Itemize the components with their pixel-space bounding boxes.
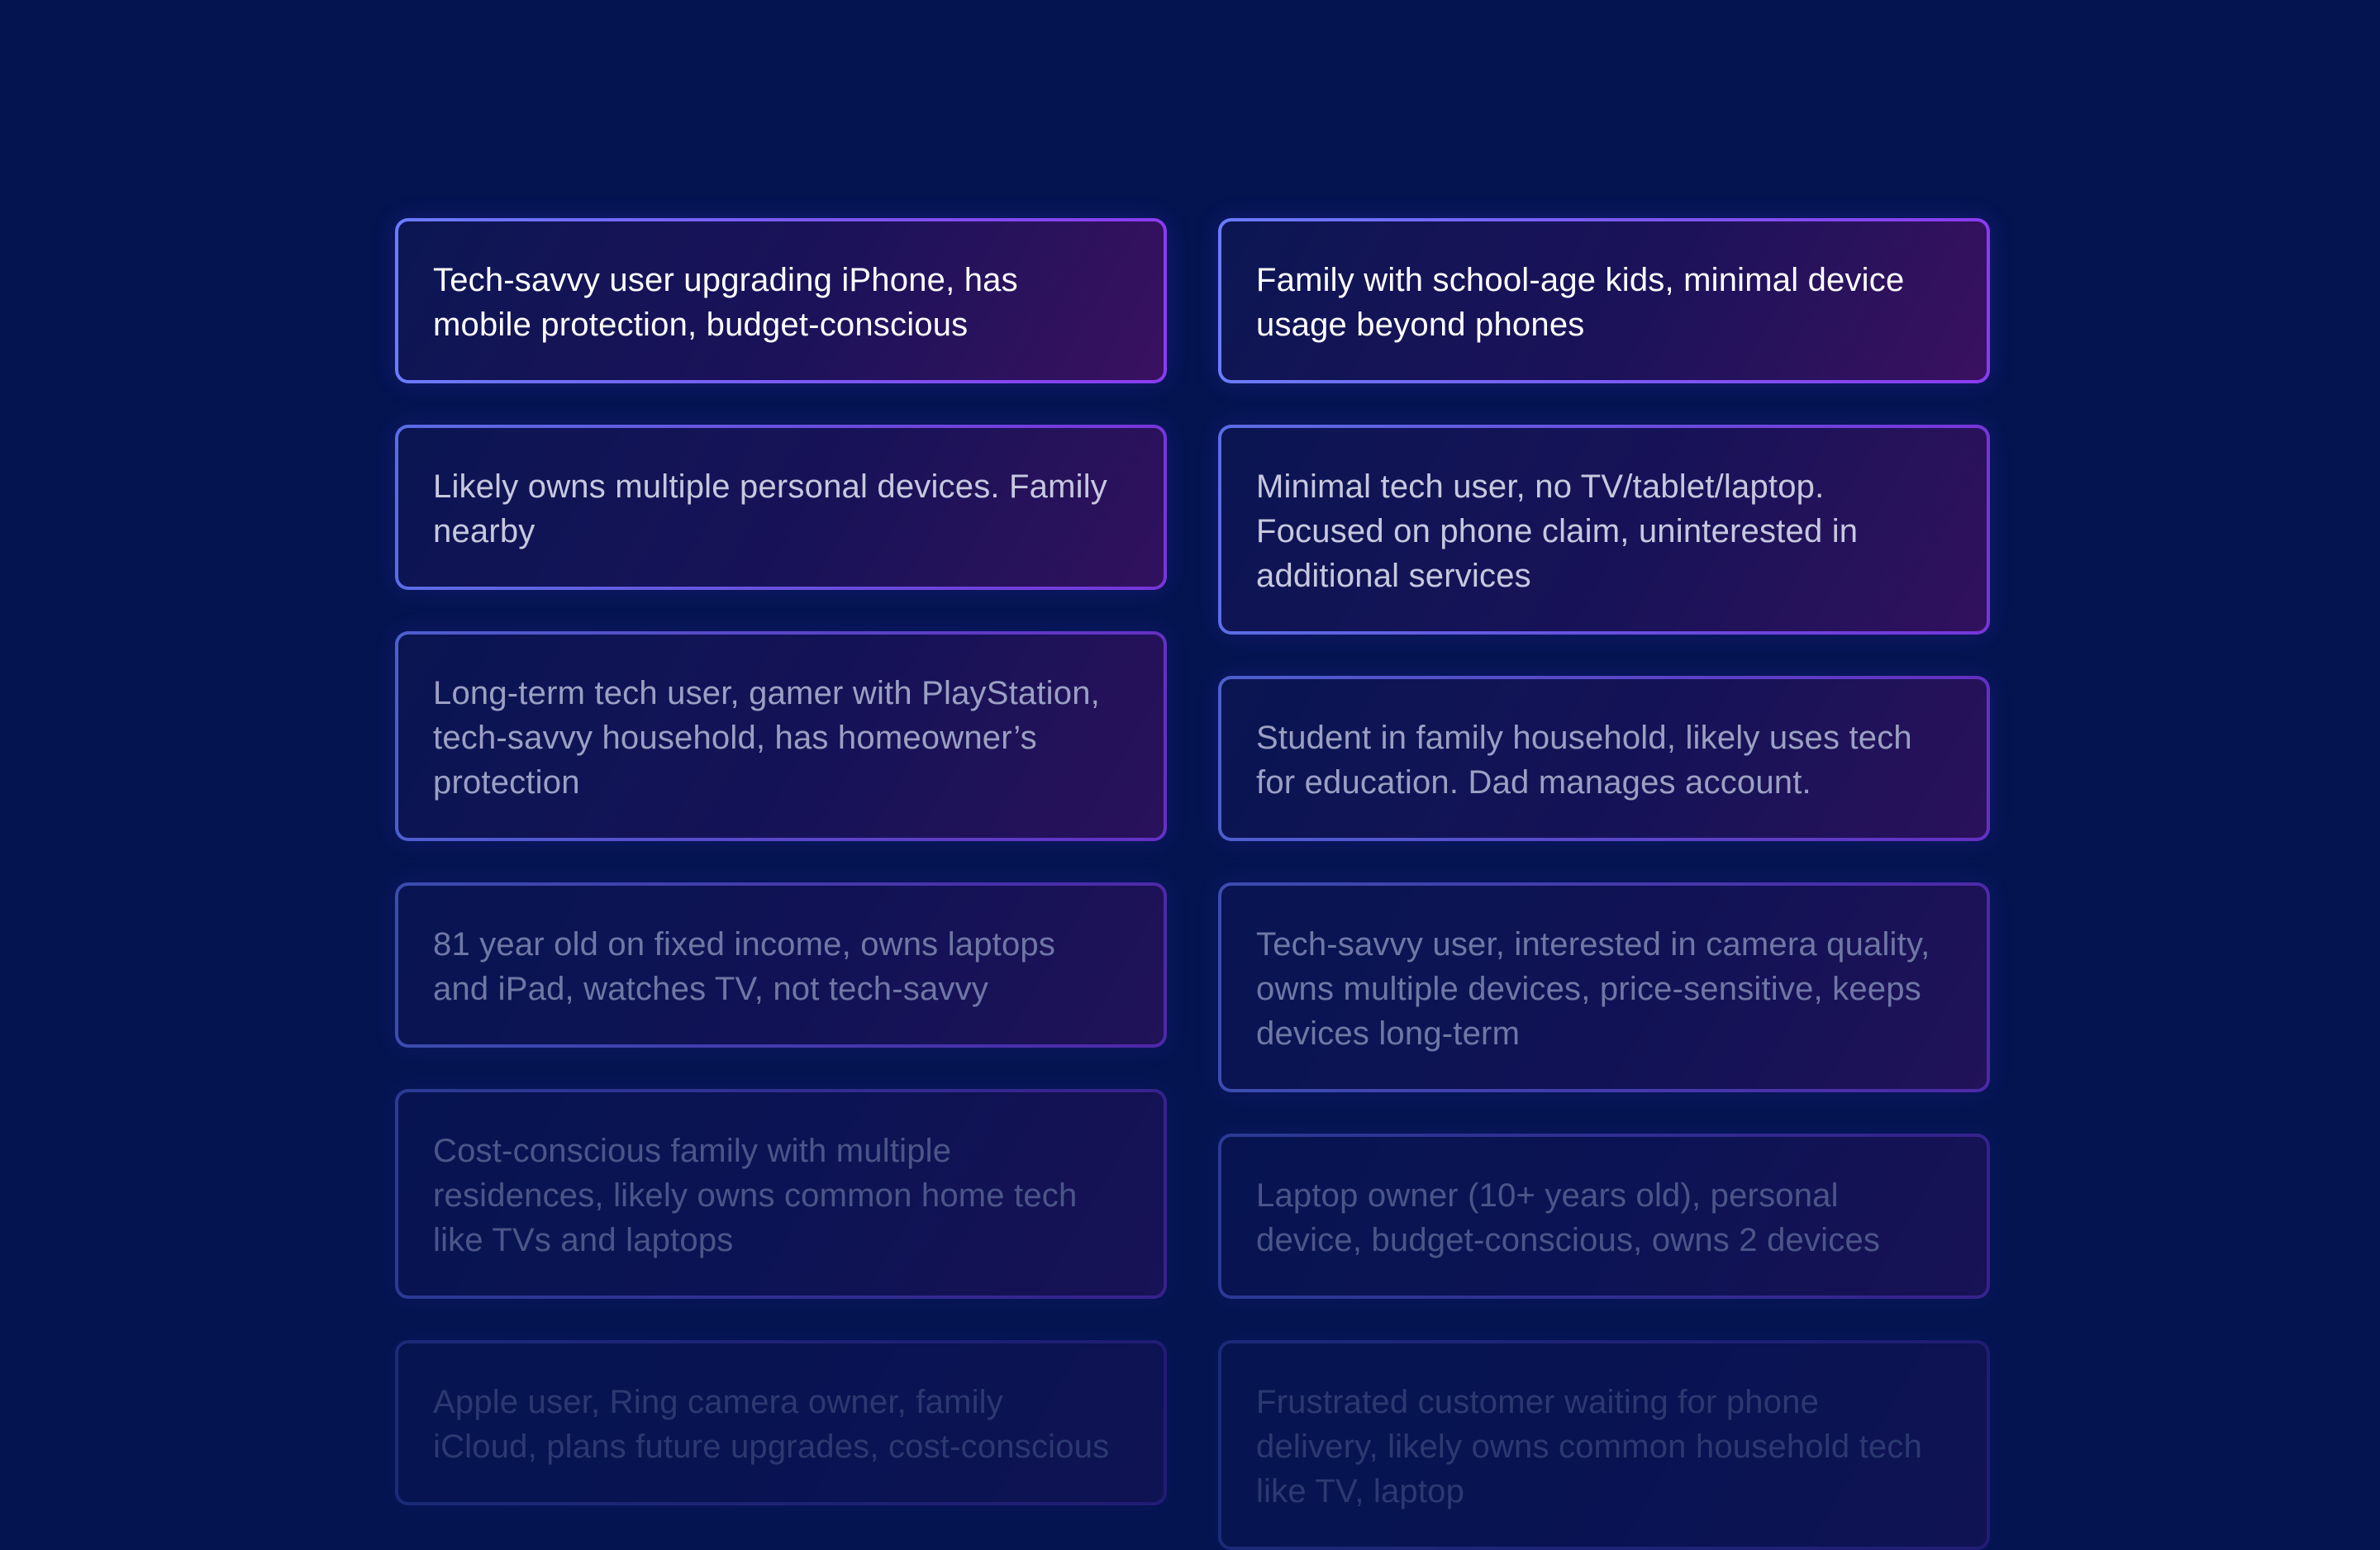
persona-description: Minimal tech user, no TV/tablet/laptop. Focused on phone claim, uninterested in additional services <box>1256 468 1859 594</box>
persona-card[interactable] <box>1218 425 1990 635</box>
persona-column-right <box>1218 218 1990 1550</box>
persona-column-left <box>395 218 1167 1550</box>
persona-card[interactable] <box>395 218 1167 383</box>
persona-card[interactable] <box>1218 1340 1990 1550</box>
persona-description: 81 year old on fixed income, owns laptops and iPad, watches TV, not tech-savvy <box>433 926 1056 1007</box>
persona-card[interactable] <box>395 425 1167 590</box>
persona-description: Student in family household, likely uses tech for education. Dad manages account. <box>1256 720 1912 801</box>
persona-card[interactable] <box>395 1089 1167 1299</box>
persona-card[interactable] <box>395 631 1167 841</box>
persona-description: Laptop owner (10+ years old), personal device, budget-conscious, owns 2 devices <box>1256 1177 1881 1258</box>
persona-description: Cost-conscious family with multiple residences, likely owns common home tech like TVs and laptops <box>433 1133 1078 1258</box>
persona-card[interactable] <box>1218 218 1990 383</box>
persona-card[interactable] <box>1218 1134 1990 1299</box>
persona-description: Tech-savvy user, interested in camera quality, owns multiple devices, price-sensitive, keeps devices long-term <box>1256 926 1930 1052</box>
persona-description: Likely owns multiple personal devices. Family nearby <box>433 468 1107 549</box>
persona-card[interactable] <box>395 882 1167 1048</box>
persona-description: Family with school-age kids, minimal device usage beyond phones <box>1256 262 1905 343</box>
persona-card[interactable] <box>1218 882 1990 1092</box>
persona-description: Tech-savvy user upgrading iPhone, has mobile protection, budget-conscious <box>433 262 1018 343</box>
persona-card[interactable] <box>395 1340 1167 1505</box>
persona-card-grid <box>395 218 1990 1550</box>
persona-description: Long-term tech user, gamer with PlayStation, tech-savvy household, has homeowner’s protection <box>433 675 1100 801</box>
persona-description: Frustrated customer waiting for phone delivery, likely owns common household tech like TV, laptop <box>1256 1384 1923 1510</box>
persona-card[interactable] <box>1218 676 1990 841</box>
persona-description: Apple user, Ring camera owner, family iCloud, plans future upgrades, cost-conscious <box>433 1384 1110 1465</box>
